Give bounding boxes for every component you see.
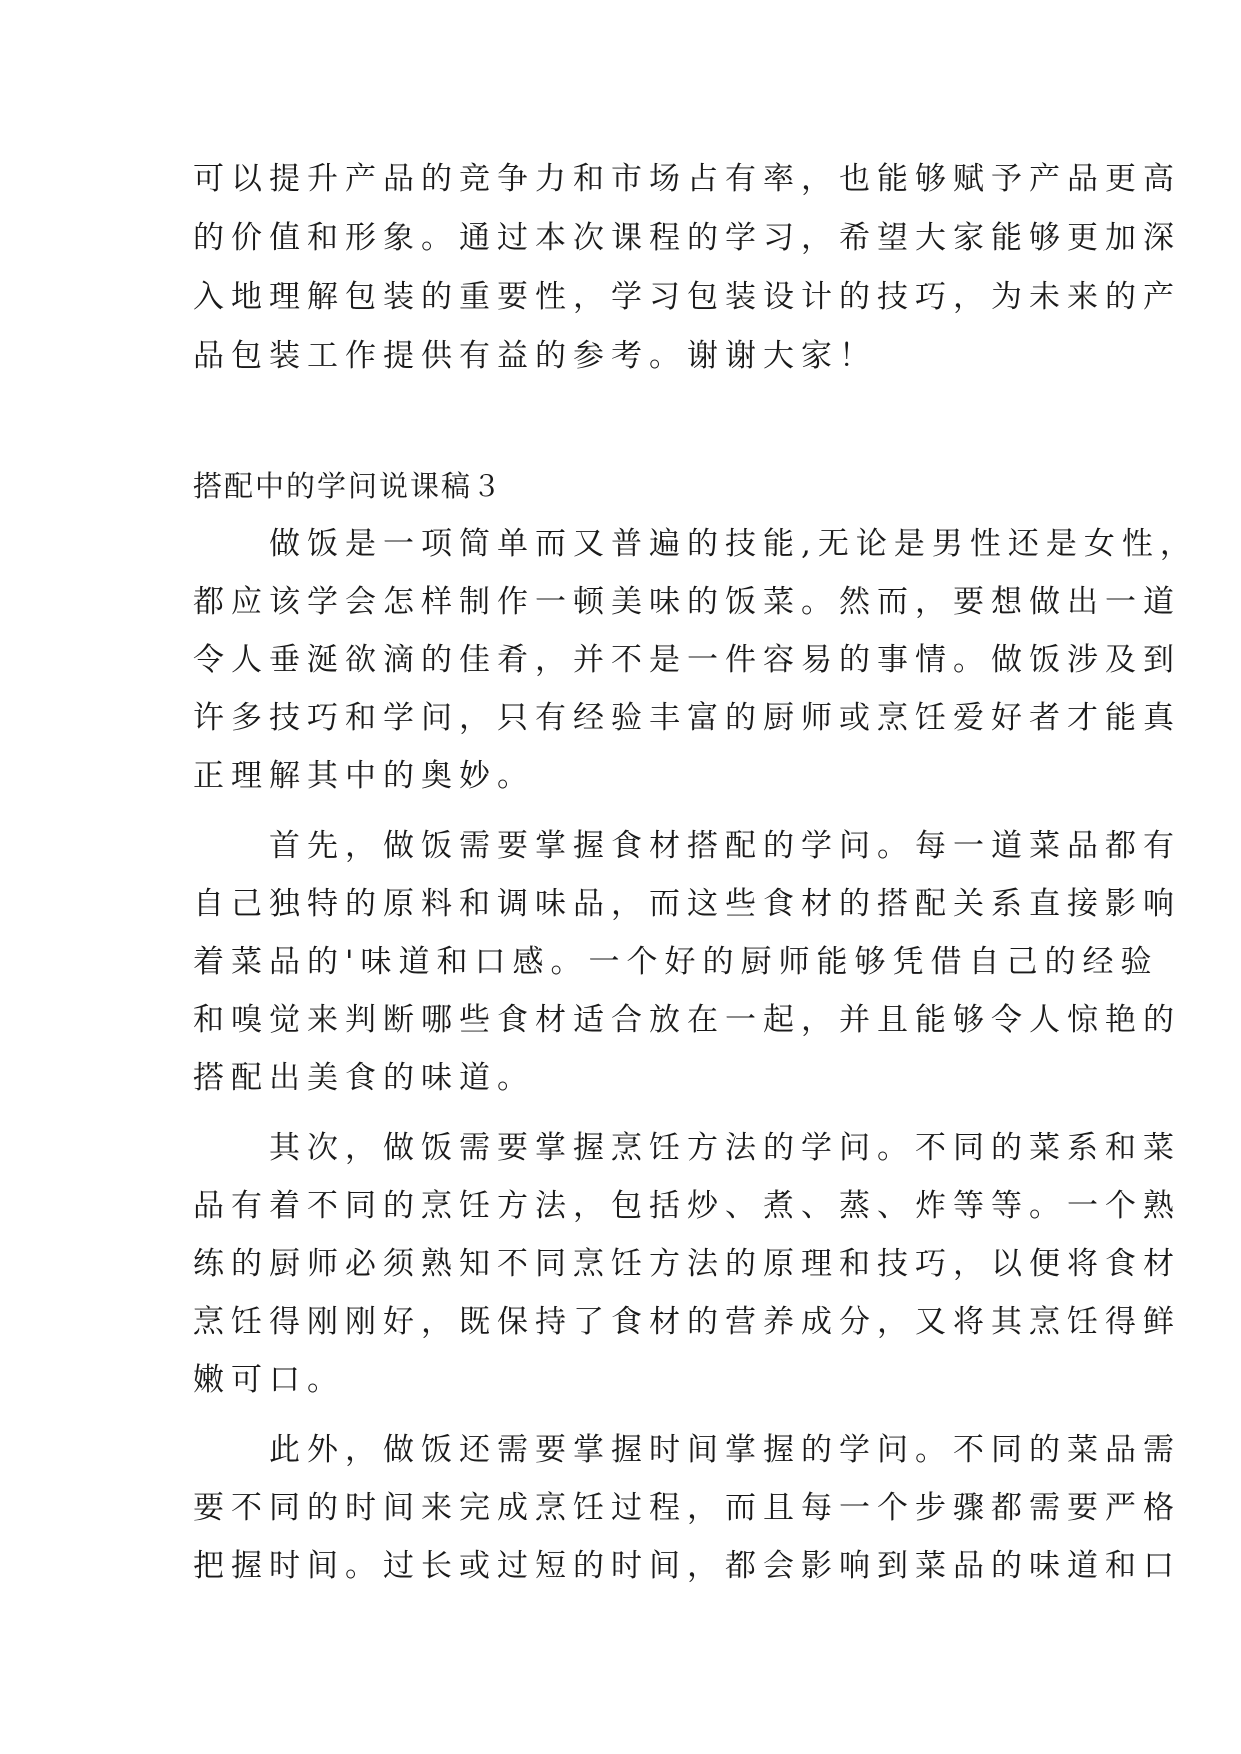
text-line: 都应该学会怎样制作一顿美味的饭菜。然而，要想做出一道 <box>193 584 1181 620</box>
paragraph-4 <box>193 1421 1181 1595</box>
text-line: 许多技巧和学问，只有经验丰富的厨师或烹饪爱好者才能真 <box>193 700 1181 736</box>
text-line: 首先，做饭需要掌握食材搭配的学问。每一道菜品都有 <box>193 828 1181 864</box>
text-line: 烹饪得刚刚好，既保持了食材的营养成分，又将其烹饪得鲜 <box>193 1304 1181 1340</box>
text-line: 品有着不同的烹饪方法，包括炒、煮、蒸、炸等等。一个熟 <box>193 1188 1181 1224</box>
paragraph-2 <box>193 817 1181 1107</box>
text-line: 着菜品的'味道和口感。一个好的厨师能够凭借自己的经验 <box>193 944 1159 980</box>
text-line: 把握时间。过长或过短的时间，都会影响到菜品的味道和口 <box>193 1548 1181 1584</box>
text-line: 要不同的时间来完成烹饪过程，而且每一个步骤都需要严格 <box>193 1490 1181 1526</box>
text-line: 的价值和形象。通过本次课程的学习，希望大家能够更加深 <box>193 220 1181 256</box>
section-title: 搭配中的学问说课稿３ <box>193 469 504 503</box>
text-line: 品包装工作提供有益的参考。谢谢大家！ <box>193 338 877 374</box>
text-line: 自己独特的原料和调味品，而这些食材的搭配关系直接影响 <box>193 886 1181 922</box>
page-content <box>193 150 1198 1595</box>
paragraph-1 <box>193 515 1198 805</box>
text-line: 可以提升产品的竞争力和市场占有率，也能够赋予产品更高 <box>193 161 1181 197</box>
text-line: 令人垂涎欲滴的佳肴，并不是一件容易的事情。做饭涉及到 <box>193 642 1181 678</box>
text-line: 做饭是一项简单而又普遍的技能,无论是男性还是女性， <box>193 526 1198 562</box>
intro-paragraph <box>193 150 1181 386</box>
text-line: 搭配出美食的味道。 <box>193 1060 535 1096</box>
text-line: 练的厨师必须熟知不同烹饪方法的原理和技巧，以便将食材 <box>193 1246 1181 1282</box>
paragraph-3 <box>193 1119 1181 1409</box>
text-line: 其次，做饭需要掌握烹饪方法的学问。不同的菜系和菜 <box>193 1130 1181 1166</box>
text-line: 正理解其中的奥妙。 <box>193 758 535 794</box>
text-line: 嫩可口。 <box>193 1362 345 1398</box>
text-line: 和嗅觉来判断哪些食材适合放在一起，并且能够令人惊艳的 <box>193 1002 1181 1038</box>
text-line: 此外，做饭还需要掌握时间掌握的学问。不同的菜品需 <box>193 1432 1181 1468</box>
text-line: 入地理解包装的重要性，学习包装设计的技巧，为未来的产 <box>193 279 1181 315</box>
